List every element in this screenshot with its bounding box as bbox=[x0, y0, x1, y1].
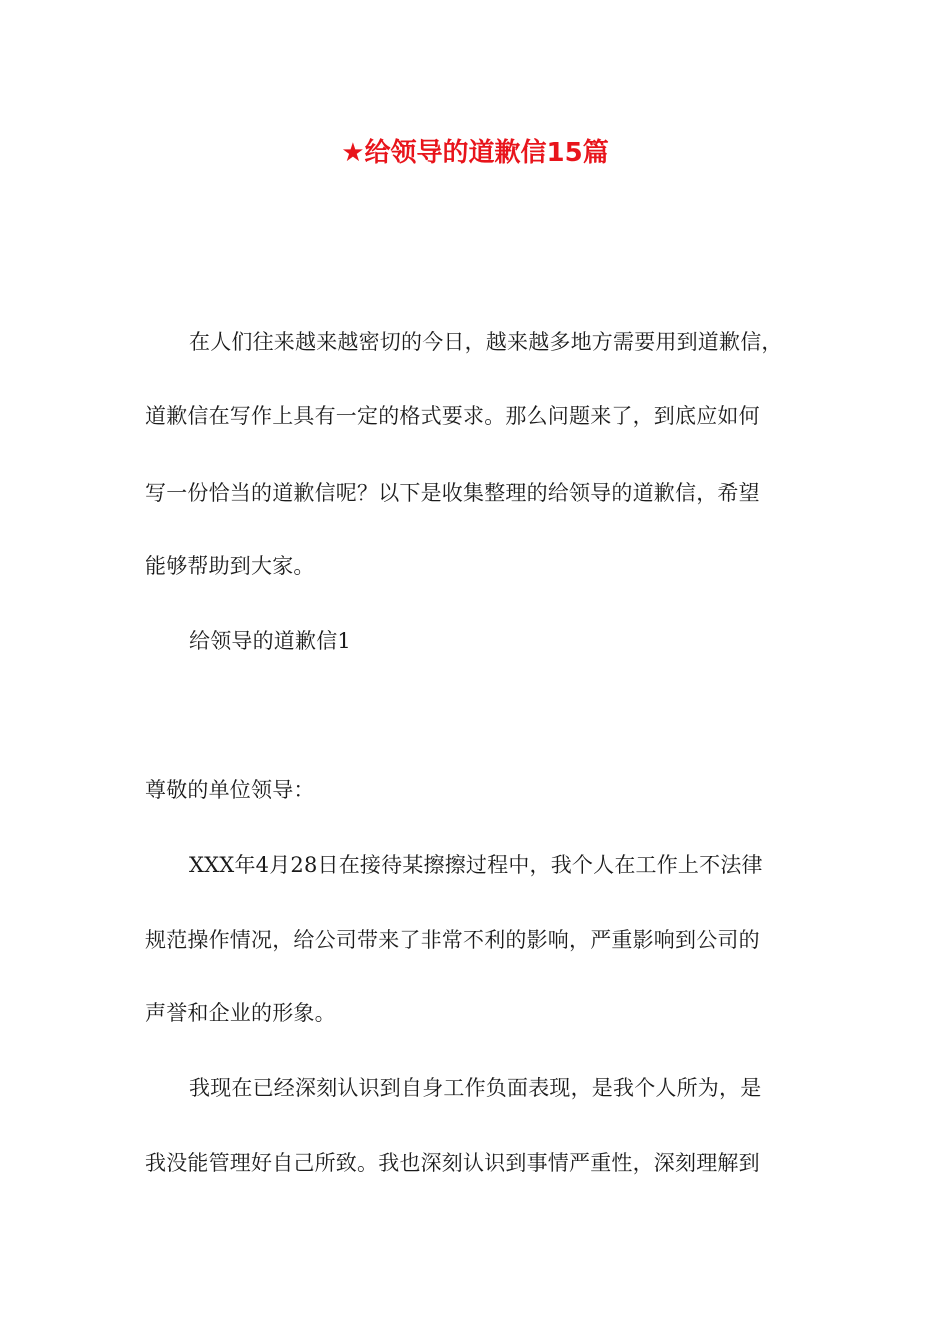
document-title: ★给领导的道歉信15篇 bbox=[341, 138, 609, 168]
paragraph-line: 写一份恰当的道歉信呢？以下是收集整理的给领导的道歉信，希望 bbox=[145, 481, 760, 505]
paragraph-line: 规范操作情况，给公司带来了非常不利的影响，严重影响到公司的 bbox=[145, 928, 760, 952]
section-heading: 给领导的道歉信1 bbox=[189, 629, 351, 653]
paragraph-line: 能够帮助到大家。 bbox=[145, 554, 315, 578]
paragraph-line: 声誉和企业的形象。 bbox=[145, 1001, 336, 1025]
paragraph-line: 道歉信在写作上具有一定的格式要求。那么问题来了，到底应如何 bbox=[145, 404, 760, 428]
salutation: 尊敬的单位领导： bbox=[145, 778, 315, 802]
paragraph-line: 我现在已经深刻认识到自身工作负面表现，是我个人所为，是 bbox=[189, 1076, 762, 1100]
paragraph-line: XXX年4月28日在接待某擦擦过程中，我个人在工作上不法律 bbox=[189, 853, 763, 877]
paragraph-line: 在人们往来越来越密切的今日，越来越多地方需要用到道歉信， bbox=[189, 330, 783, 354]
paragraph-line: 我没能管理好自己所致。我也深刻认识到事情严重性，深刻理解到 bbox=[145, 1151, 760, 1175]
